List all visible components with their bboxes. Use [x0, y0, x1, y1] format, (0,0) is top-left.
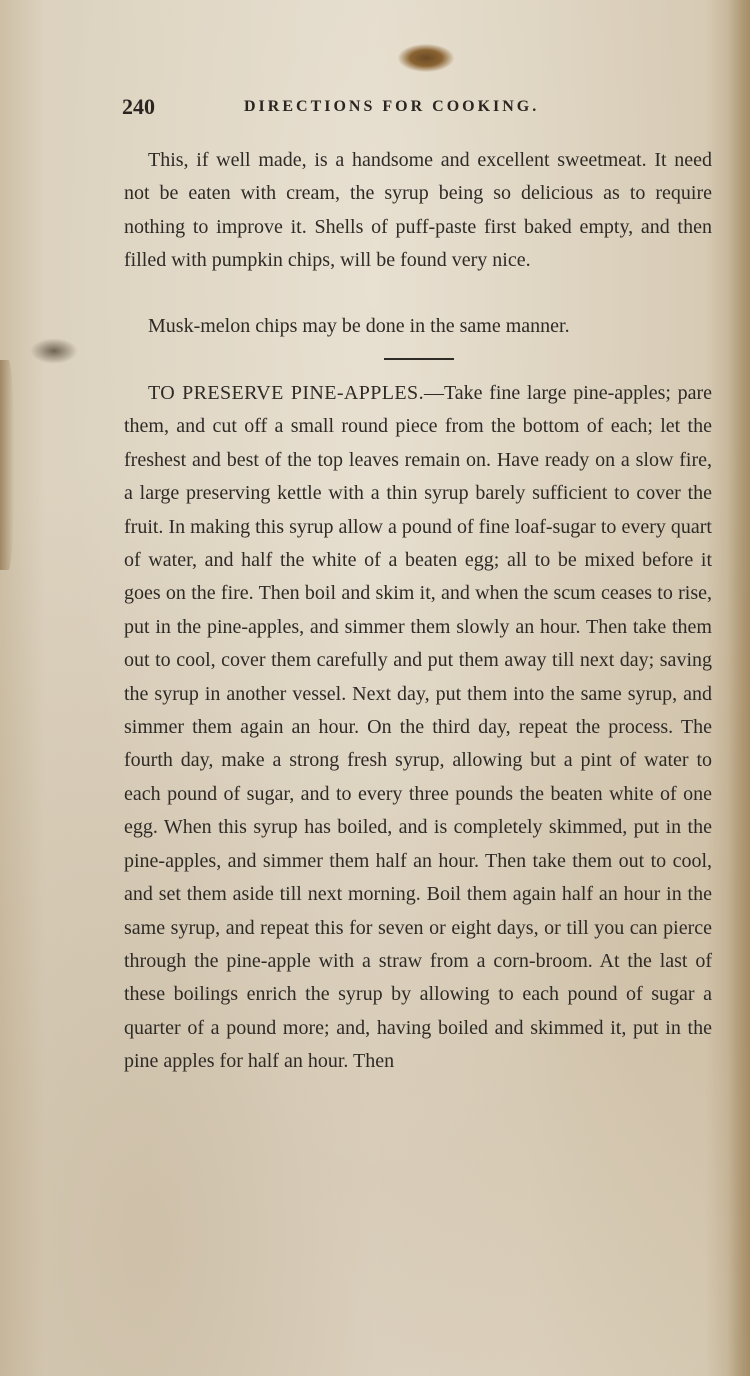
page-number: 240 — [122, 94, 155, 119]
paragraph-text: This, if well made, is a handsome and excellent sweetmeat. It need not be eaten with cream, the syrup being so delicious as to require nothing to improve it. Shells of puff-paste first baked empty, and then filled with pumpkin chips, will be found very nice. — [124, 149, 712, 272]
page-edge-binding — [728, 0, 750, 1376]
recipe-body: —Take fine large pine-apples; pare them, and cut off a small round piece from the bottom of each; let the freshest and best of the top leaves remain on. Have ready on a slow fire, a large preserving kettle with a thin syrup barely sufficient to cover the fruit. In making this syrup allow a pound of fine loaf-sugar to every quart of water, and half the white of a beaten egg; all to be mixed before it goes on the fire. Then boil and skim it, and when the scum ceases to rise, put in the pine-apples, and simmer them slowly an hour. Then take them out to cool, cover them carefully and put them away till next day; saving the syrup in another vessel. Next day, put them into the same syrup, and simmer them again an hour. On the third day, repeat the process. The fourth day, make a strong fresh syrup, allowing but a pint of water to each pound of sugar, and to every three pounds the beaten white of one egg. When this syrup has boiled, and is completely skimmed, put in the pine-apples, and simmer them half an hour. Then take them out to cool, and set them aside till next morning. Boil them again half an hour in the same syrup, and repeat this for seven or eight days, or till you can pierce through the pine-apple with a straw from a corn-broom. At the last of these boilings enrich the syrup by allowing to each pound of sugar a quarter of a pound more; and, having boiled and skimmed it, put in the pine apples for half an hour. Then — [124, 382, 712, 1073]
paragraph-text: Musk-melon chips may be done in the same manner. — [148, 315, 570, 337]
section-divider — [384, 358, 454, 360]
running-head: DIRECTIONS FOR COOKING. — [244, 98, 540, 115]
smudge-mark — [30, 338, 78, 364]
page-edge-shadow — [0, 360, 14, 570]
recipe-paragraph — [124, 377, 712, 1079]
paragraph-sweetmeat — [124, 144, 712, 278]
paragraph-musk-melon — [124, 310, 712, 343]
page-header — [122, 94, 602, 126]
recipe-pine-apples — [124, 377, 712, 1079]
recipe-heading: TO PRESERVE PINE-APPLES. — [148, 382, 424, 404]
ink-stain — [398, 44, 454, 72]
